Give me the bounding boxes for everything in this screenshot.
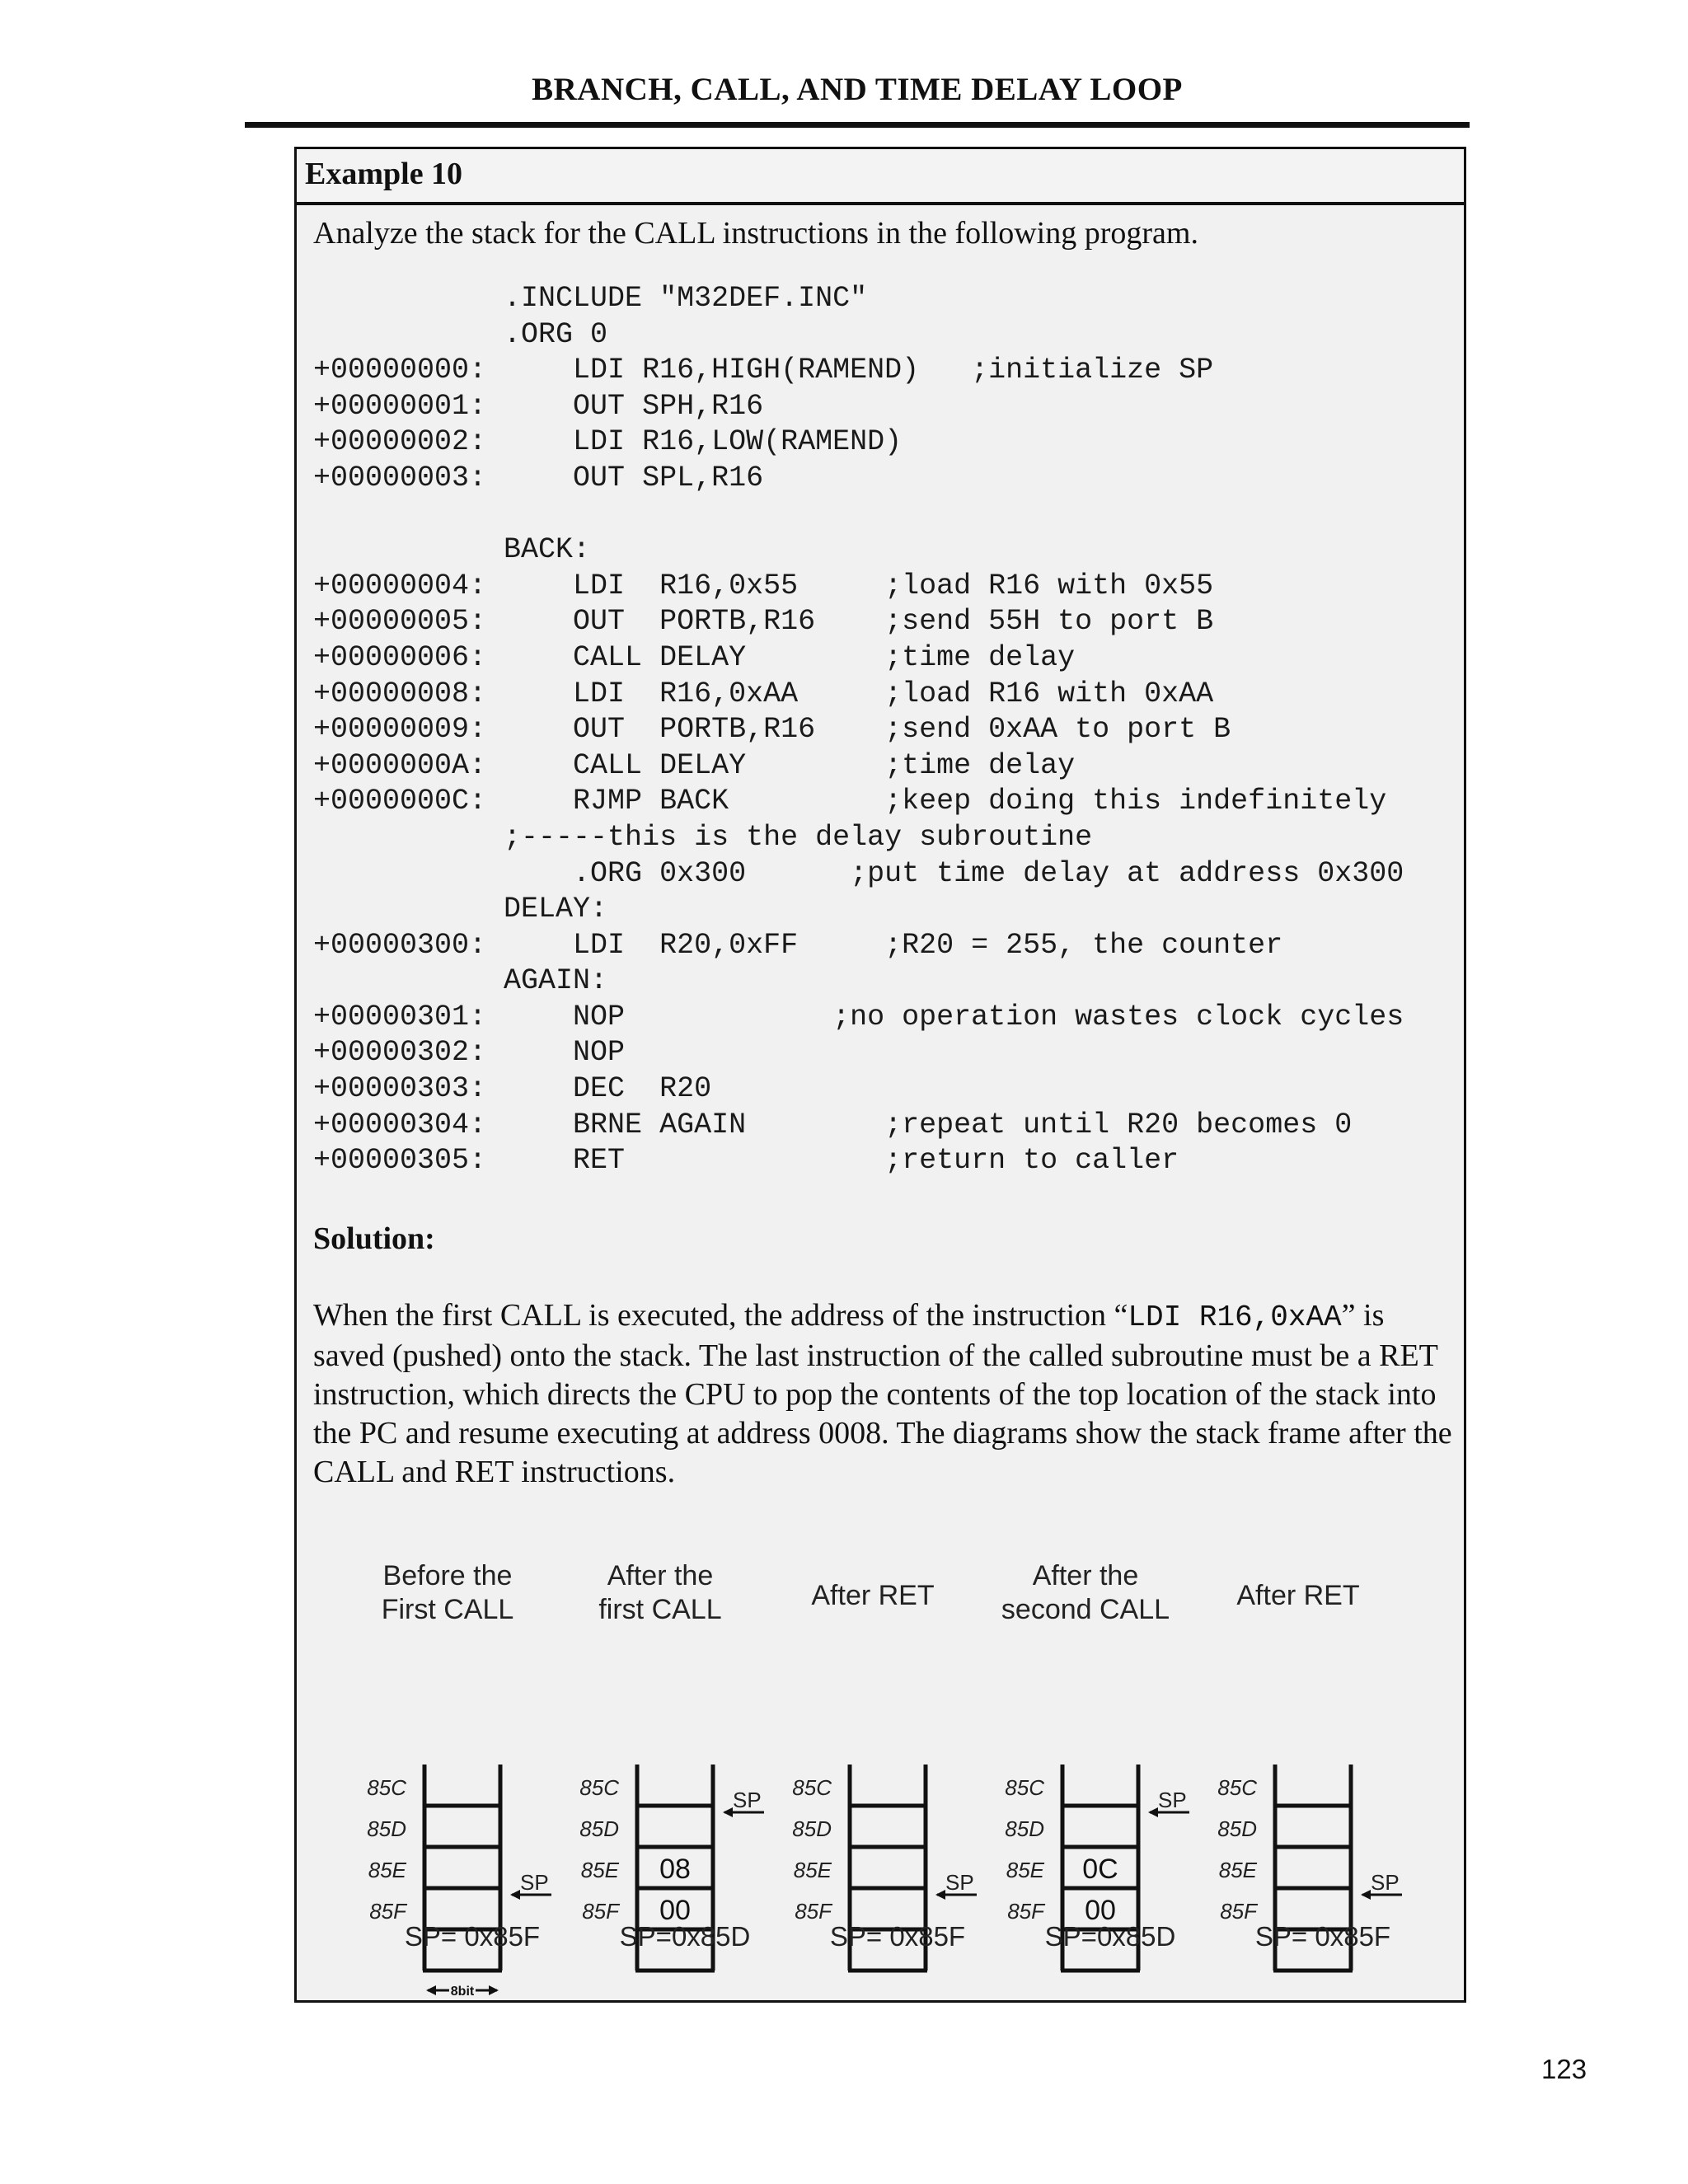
code-line: +00000001: OUT SPH,R16 (313, 389, 764, 423)
code-line: BACK: (313, 533, 591, 567)
stack-address-label: 85E (1218, 1858, 1257, 1882)
code-listing (313, 281, 1404, 1179)
code-line: +0000000C: RJMP BACK ;keep doing this indefinitely (313, 785, 1387, 818)
width-label: 8bit (450, 1985, 475, 1999)
code-line: +00000301: NOP ;no operation wastes clock cycles (313, 1000, 1404, 1033)
code-line: AGAIN: (313, 964, 608, 998)
code-line: +00000303: DEC R20 (313, 1072, 712, 1106)
frame-title-line: After RET (1236, 1580, 1360, 1611)
stack-address-label: 85C (1217, 1775, 1257, 1800)
code-line: +00000008: LDI R16,0xAA ;load R16 with 0xAA (313, 677, 1214, 710)
example-header (297, 149, 1464, 205)
code-line: +00000003: OUT SPL,R16 (313, 461, 764, 494)
code-line (313, 497, 1404, 533)
code-line: +00000305: RET ;return to caller (313, 1144, 1179, 1178)
code-line: +00000302: NOP (313, 1036, 626, 1070)
code-line: ;-----this is the delay subroutine (313, 820, 1093, 854)
frame-title-line: After the (1032, 1560, 1139, 1591)
stack-address-label: 85E (1006, 1858, 1044, 1882)
code-line: .ORG 0 (313, 317, 608, 351)
example-title: Example 10 (305, 157, 463, 191)
stack-address-label: 85C (367, 1775, 406, 1800)
stack-address-label: 85F (795, 1899, 832, 1924)
stack-cell-value: 08 (659, 1854, 691, 1885)
solution-label: Solution: (313, 1221, 435, 1256)
sp-value-label: SP= 0x85F (1254, 1921, 1391, 1952)
stack-address-label: 85F (1220, 1899, 1257, 1924)
header-rule (245, 122, 1470, 128)
stack-address-label: 85D (1217, 1816, 1257, 1841)
sp-value-label: SP= 0x85F (829, 1921, 966, 1952)
stack-address-label: 85F (1007, 1899, 1044, 1924)
stack-address-label: 85E (580, 1858, 619, 1882)
example-box (294, 147, 1466, 2003)
code-line: +00000300: LDI R20,0xFF ;R20 = 255, the counter (313, 928, 1283, 962)
sp-pointer-label: SP (733, 1788, 762, 1812)
sp-value-label: SP= 0x85F (404, 1921, 541, 1952)
code-line: +00000304: BRNE AGAIN ;repeat until R20 becomes 0 (313, 1108, 1353, 1141)
sp-pointer-label: SP (945, 1870, 974, 1895)
example-question: Analyze the stack for the CALL instructions in the following program. (313, 216, 1198, 251)
stack-address-label: 85E (793, 1858, 832, 1882)
stack-address-label: 85C (792, 1775, 832, 1800)
stack-address-label: 85D (367, 1816, 406, 1841)
stack-address-label: 85E (368, 1858, 406, 1882)
frame-title-line: First CALL (381, 1594, 514, 1625)
frame-title-line: second CALL (1001, 1594, 1170, 1625)
code-line: +00000005: OUT PORTB,R16 ;send 55H to port B (313, 605, 1214, 639)
code-line: +00000006: CALL DELAY ;time delay (313, 640, 1076, 674)
code-line: .ORG 0x300 ;put time delay at address 0x300 (313, 856, 1404, 890)
stack-address-label: 85D (792, 1816, 832, 1841)
stack-cell-value: 00 (1085, 1895, 1116, 1926)
code-line: +0000000A: CALL DELAY ;time delay (313, 748, 1076, 782)
code-line: +00000000: LDI R16,HIGH(RAMEND) ;initialize SP (313, 354, 1214, 387)
code-line: +00000002: LDI R16,LOW(RAMEND) (313, 425, 903, 459)
sp-pointer-label: SP (1371, 1870, 1400, 1895)
code-line: .INCLUDE "M32DEF.INC" (313, 282, 868, 315)
stack-address-label: 85F (582, 1899, 619, 1924)
solution-text-before: When the first CALL is executed, the address of the instruction “ (313, 1298, 1128, 1333)
page-header-title: BRANCH, CALL, AND TIME DELAY LOOP (532, 72, 1183, 107)
frame-title-line: Before the (382, 1560, 513, 1591)
stack-address-label: 85D (1005, 1816, 1044, 1841)
code-line: +00000009: OUT PORTB,R16 ;send 0xAA to port B (313, 713, 1231, 747)
stack-address-label: 85C (579, 1775, 619, 1800)
frame-title-line: first CALL (598, 1594, 722, 1625)
page-number: 123 (1541, 2054, 1587, 2084)
stack-cell-value: 00 (659, 1895, 691, 1926)
frame-title-line: After the (607, 1560, 714, 1591)
stack-address-label: 85C (1005, 1775, 1044, 1800)
solution-inline-code: LDI R16,0xAA (1128, 1301, 1342, 1334)
stack-cell-value: 0C (1082, 1854, 1118, 1885)
code-line: DELAY: (313, 893, 608, 926)
stack-frame-diagram (297, 1550, 1464, 1999)
stack-address-label: 85D (579, 1816, 619, 1841)
code-line: +00000004: LDI R16,0x55 ;load R16 with 0x55 (313, 569, 1214, 602)
sp-pointer-label: SP (1158, 1788, 1187, 1812)
solution-paragraph (313, 1296, 1459, 1492)
frame-title-line: After RET (811, 1580, 935, 1611)
sp-value-label: SP=0x85D (619, 1921, 751, 1952)
sp-pointer-label: SP (520, 1870, 549, 1895)
solution-text-after: ” is saved (pushed) onto the stack. The last instruction of the called subroutine must be a RET instruction, which directs the CPU to pop the contents of the top location of the stack into the PC and resume executing at address 0008. The diagrams show the stack frame after the CALL and RET instructions. (313, 1298, 1452, 1489)
sp-value-label: SP=0x85D (1044, 1921, 1176, 1952)
stack-address-label: 85F (369, 1899, 406, 1924)
